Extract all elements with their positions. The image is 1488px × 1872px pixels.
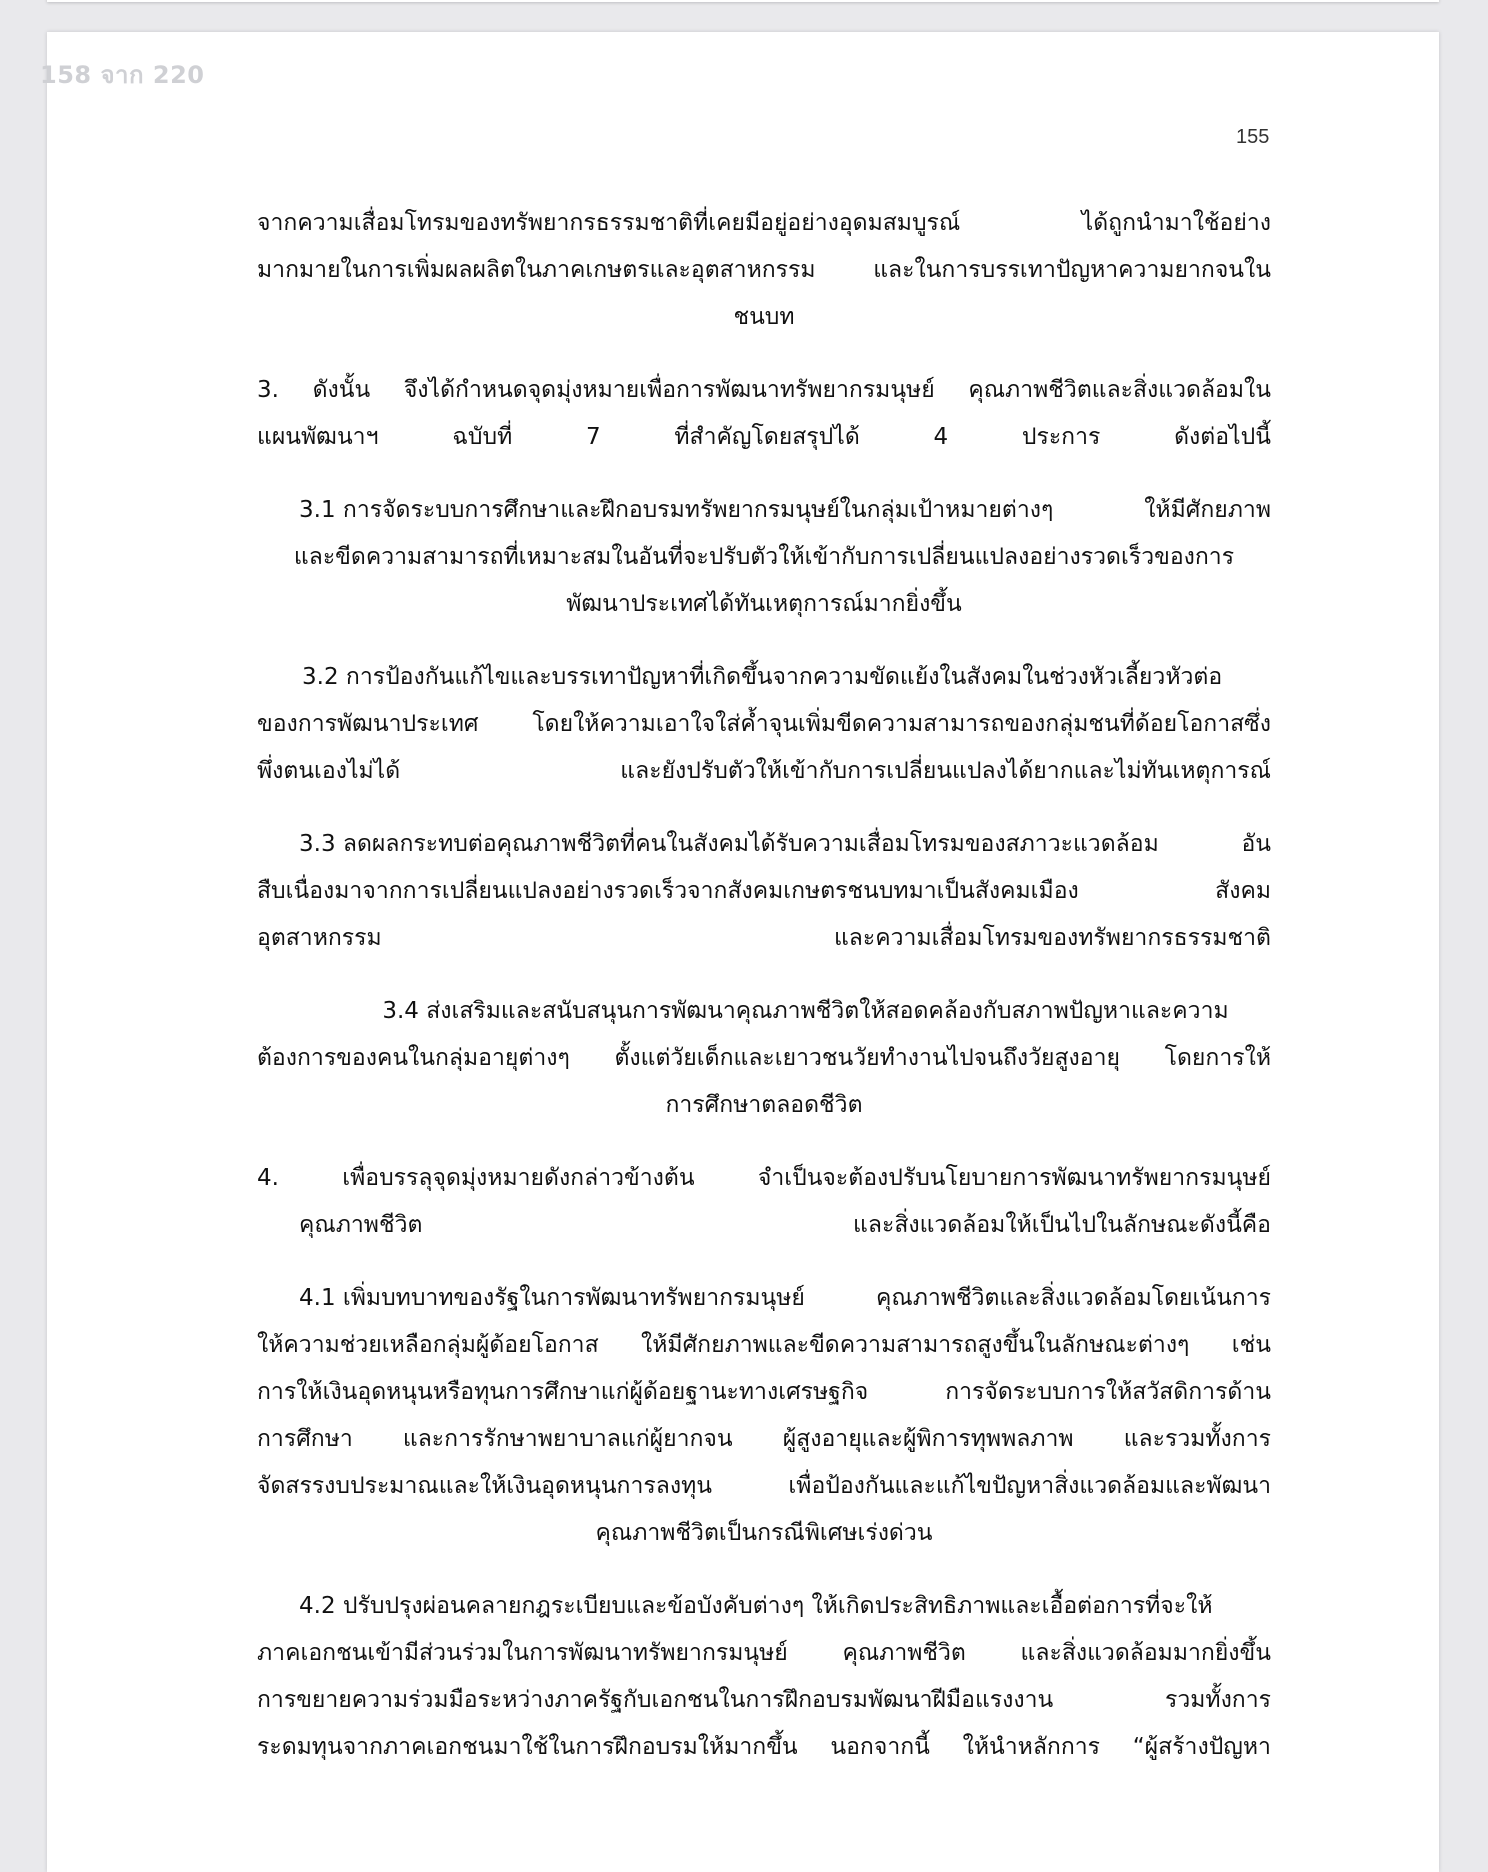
text-segment: และยังปรับตัวให้เข้ากับการเปลี่ยนแปลงได้ยากและไม่ทันเหตุการณ์ bbox=[620, 758, 1271, 784]
text-segment: 4.2 ปรับปรุงผ่อนคลายกฎระเบียบและข้อบังคับต่างๆ ให้เกิดประสิทธิภาพและเอื้อต่อการที่จะให้ bbox=[299, 1593, 1213, 1619]
text-line bbox=[257, 821, 1271, 868]
text-segment: ได้ถูกนำมาใช้อย่าง bbox=[1081, 210, 1271, 236]
paragraph bbox=[257, 654, 1271, 795]
text-segment: จำเป็นจะต้องปรับนโยบายการพัฒนาทรัพยากรมนุษย์ bbox=[757, 1165, 1271, 1191]
text-line bbox=[257, 701, 1271, 748]
text-line bbox=[257, 294, 1271, 341]
text-segment: 7 bbox=[586, 424, 601, 450]
text-line bbox=[257, 1275, 1271, 1322]
text-line bbox=[257, 1463, 1271, 1510]
text-line bbox=[257, 367, 1271, 414]
text-segment: ตั้งแต่วัยเด็กและเยาวชนวัยทำงานไปจนถึงวัยสูงอายุ bbox=[614, 1045, 1120, 1071]
text-segment: ระดมทุนจากภาคเอกชนมาใช้ในการฝึกอบรมให้มากขึ้น bbox=[257, 1734, 798, 1760]
text-line bbox=[257, 1082, 1271, 1129]
text-segment: การจัดระบบการให้สวัสดิการด้าน bbox=[945, 1379, 1271, 1405]
text-line bbox=[257, 654, 1271, 701]
text-segment: ที่สำคัญโดยสรุปได้ bbox=[674, 424, 860, 450]
text-segment: ประการ bbox=[1021, 424, 1101, 450]
text-segment: การศึกษา bbox=[257, 1426, 353, 1452]
text-segment: สังคม bbox=[1215, 878, 1271, 904]
text-segment: ให้มีศักยภาพและขีดความสามารถสูงขึ้นในลักษณะต่างๆ bbox=[641, 1332, 1190, 1358]
text-line bbox=[257, 1155, 1271, 1202]
text-segment: พึ่งตนเองไม่ได้ bbox=[257, 758, 401, 784]
text-line bbox=[257, 487, 1271, 534]
text-line bbox=[257, 200, 1271, 247]
text-line bbox=[257, 1630, 1271, 1677]
text-segment: 4.1 เพิ่มบทบาทของรัฐในการพัฒนาทรัพยากรมนุษย์ bbox=[299, 1285, 805, 1311]
paragraph bbox=[257, 367, 1271, 461]
page-body bbox=[257, 200, 1271, 1797]
text-line bbox=[257, 1035, 1271, 1082]
text-segment: 3.1 การจัดระบบการศึกษาและฝึกอบรมทรัพยากรมนุษย์ในกลุ่มเป้าหมายต่างๆ bbox=[299, 497, 1054, 523]
text-line bbox=[257, 1322, 1271, 1369]
text-segment: ต้องการของคนในกลุ่มอายุต่างๆ bbox=[257, 1045, 570, 1071]
text-segment: อัน bbox=[1241, 831, 1271, 857]
paragraph bbox=[257, 1155, 1271, 1249]
previous-page-edge bbox=[47, 0, 1439, 2]
text-segment: 3.3 ลดผลกระทบต่อคุณภาพชีวิตที่คนในสังคมได้รับความเสื่อมโทรมของสภาวะแวดล้อม bbox=[299, 831, 1159, 857]
text-segment: แผนพัฒนาฯ bbox=[257, 424, 379, 450]
text-segment: และการรักษาพยาบาลแก่ผู้ยากจน bbox=[402, 1426, 733, 1452]
paragraph bbox=[257, 487, 1271, 628]
text-segment: 3.4 ส่งเสริมและสนับสนุนการพัฒนาคุณภาพชีวิตให้สอดคล้องกับสภาพปัญหาและความ bbox=[382, 998, 1229, 1024]
text-segment: ของการพัฒนาประเทศ bbox=[257, 711, 479, 737]
paragraph bbox=[257, 1275, 1271, 1557]
text-segment: และสิ่งแวดล้อมให้เป็นไปในลักษณะดังนี้คือ bbox=[853, 1212, 1271, 1238]
text-segment: รวมทั้งการ bbox=[1164, 1687, 1271, 1713]
text-segment: คุณภาพชีวิตเป็นกรณีพิเศษเร่งด่วน bbox=[595, 1520, 933, 1546]
text-segment: การศึกษาตลอดชีวิต bbox=[665, 1092, 863, 1118]
text-segment: ดังนั้น bbox=[312, 377, 371, 403]
text-segment: 3. bbox=[257, 377, 279, 403]
text-segment: พัฒนาประเทศได้ทันเหตุการณ์มากยิ่งขึ้น bbox=[566, 591, 962, 617]
text-line bbox=[257, 915, 1271, 962]
text-line bbox=[257, 868, 1271, 915]
text-segment: ให้ความช่วยเหลือกลุ่มผู้ด้อยโอกาส bbox=[257, 1332, 599, 1358]
text-segment: คุณภาพชีวิต bbox=[299, 1212, 423, 1238]
text-segment: คุณภาพชีวิต bbox=[842, 1640, 966, 1666]
text-line bbox=[257, 534, 1271, 581]
text-segment: ให้มีศักยภาพ bbox=[1144, 497, 1271, 523]
text-segment: สืบเนื่องมาจากการเปลี่ยนแปลงอย่างรวดเร็วจากสังคมเกษตรชนบทมาเป็นสังคมเมือง bbox=[257, 878, 1079, 904]
text-segment: 3.2 การป้องกันแก้ไขและบรรเทาปัญหาที่เกิดขึ้นจากความขัดแย้งในสังคมในช่วงหัวเลี้ยวหัวต่อ bbox=[302, 664, 1223, 690]
text-line bbox=[257, 414, 1271, 461]
text-segment: และความเสื่อมโทรมของทรัพยากรธรรมชาติ bbox=[833, 925, 1271, 951]
paragraph bbox=[257, 988, 1271, 1129]
text-segment: ชนบท bbox=[733, 304, 795, 330]
text-line bbox=[257, 1416, 1271, 1463]
text-line bbox=[257, 581, 1271, 628]
text-segment: จึงได้กำหนดจุดมุ่งหมายเพื่อการพัฒนาทรัพยากรมนุษย์ bbox=[403, 377, 935, 403]
text-segment: และขีดความสามารถที่เหมาะสมในอันที่จะปรับตัวให้เข้ากับการเปลี่ยนแปลงอย่างรวดเร็วของการ bbox=[293, 544, 1235, 570]
page-number: 155 bbox=[1236, 126, 1270, 148]
text-segment: คุณภาพชีวิตและสิ่งแวดล้อมโดยเน้นการ bbox=[876, 1285, 1271, 1311]
text-segment: คุณภาพชีวิตและสิ่งแวดล้อมใน bbox=[968, 377, 1271, 403]
text-segment: และสิ่งแวดล้อมมากยิ่งขึ้น bbox=[1020, 1640, 1271, 1666]
text-segment: โดยการให้ bbox=[1164, 1045, 1271, 1071]
text-line bbox=[257, 1510, 1271, 1557]
text-line bbox=[257, 1583, 1271, 1630]
text-segment: นอกจากนี้ bbox=[830, 1734, 930, 1760]
text-segment: เพื่อบรรลุจุดมุ่งหมายดังกล่าวข้างต้น bbox=[342, 1165, 695, 1191]
text-line bbox=[257, 1724, 1271, 1771]
text-segment: การให้เงินอุดหนุนหรือทุนการศึกษาแก่ผู้ด้อยฐานะทางเศรษฐกิจ bbox=[257, 1379, 869, 1405]
text-segment: เพื่อป้องกันและแก้ไขปัญหาสิ่งแวดล้อมและพัฒนา bbox=[788, 1473, 1271, 1499]
text-segment: ผู้สูงอายุและผู้พิการทุพพลภาพ bbox=[782, 1426, 1074, 1452]
text-segment: เช่น bbox=[1231, 1332, 1271, 1358]
text-segment: จัดสรรงบประมาณและให้เงินอุดหนุนการลงทุน bbox=[257, 1473, 712, 1499]
text-segment: ฉบับที่ bbox=[452, 424, 513, 450]
text-segment: การขยายความร่วมมือระหว่างภาครัฐกับเอกชนในการฝึกอบรมพัฒนาฝีมือแรงงาน bbox=[257, 1687, 1054, 1713]
text-segment: โดยให้ความเอาใจใส่ค้ำจุนเพิ่มขีดความสามารถของกลุ่มชนที่ด้อยโอกาสซึ่ง bbox=[532, 711, 1271, 737]
text-line bbox=[257, 748, 1271, 795]
paragraph bbox=[257, 1583, 1271, 1771]
text-segment: ดังต่อไปนี้ bbox=[1174, 424, 1271, 450]
text-segment: ภาคเอกชนเข้ามีส่วนร่วมในการพัฒนาทรัพยากรมนุษย์ bbox=[257, 1640, 788, 1666]
paragraph bbox=[257, 200, 1271, 341]
text-segment: มากมายในการเพิ่มผลผลิตในภาคเกษตรและอุตสาหกรรม bbox=[257, 257, 816, 283]
page-indicator: 158 จาก 220 bbox=[40, 61, 205, 89]
text-line bbox=[257, 1369, 1271, 1416]
text-line bbox=[257, 247, 1271, 294]
text-line bbox=[257, 1677, 1271, 1724]
text-segment: ให้นำหลักการ bbox=[962, 1734, 1101, 1760]
text-segment: จากความเสื่อมโทรมของทรัพยากรธรรมชาติที่เคยมีอยู่อย่างอุดมสมบูรณ์ bbox=[257, 210, 961, 236]
text-line bbox=[257, 1202, 1271, 1249]
text-segment: และรวมทั้งการ bbox=[1123, 1426, 1271, 1452]
text-segment: “ผู้สร้างปัญหา bbox=[1132, 1734, 1271, 1760]
text-segment: และในการบรรเทาปัญหาความยากจนใน bbox=[873, 257, 1271, 283]
text-segment: 4 bbox=[933, 424, 949, 450]
paragraph bbox=[257, 821, 1271, 962]
text-line bbox=[257, 988, 1271, 1035]
text-segment: อุตสาหกรรม bbox=[257, 925, 382, 951]
text-segment: 4. bbox=[257, 1165, 279, 1191]
